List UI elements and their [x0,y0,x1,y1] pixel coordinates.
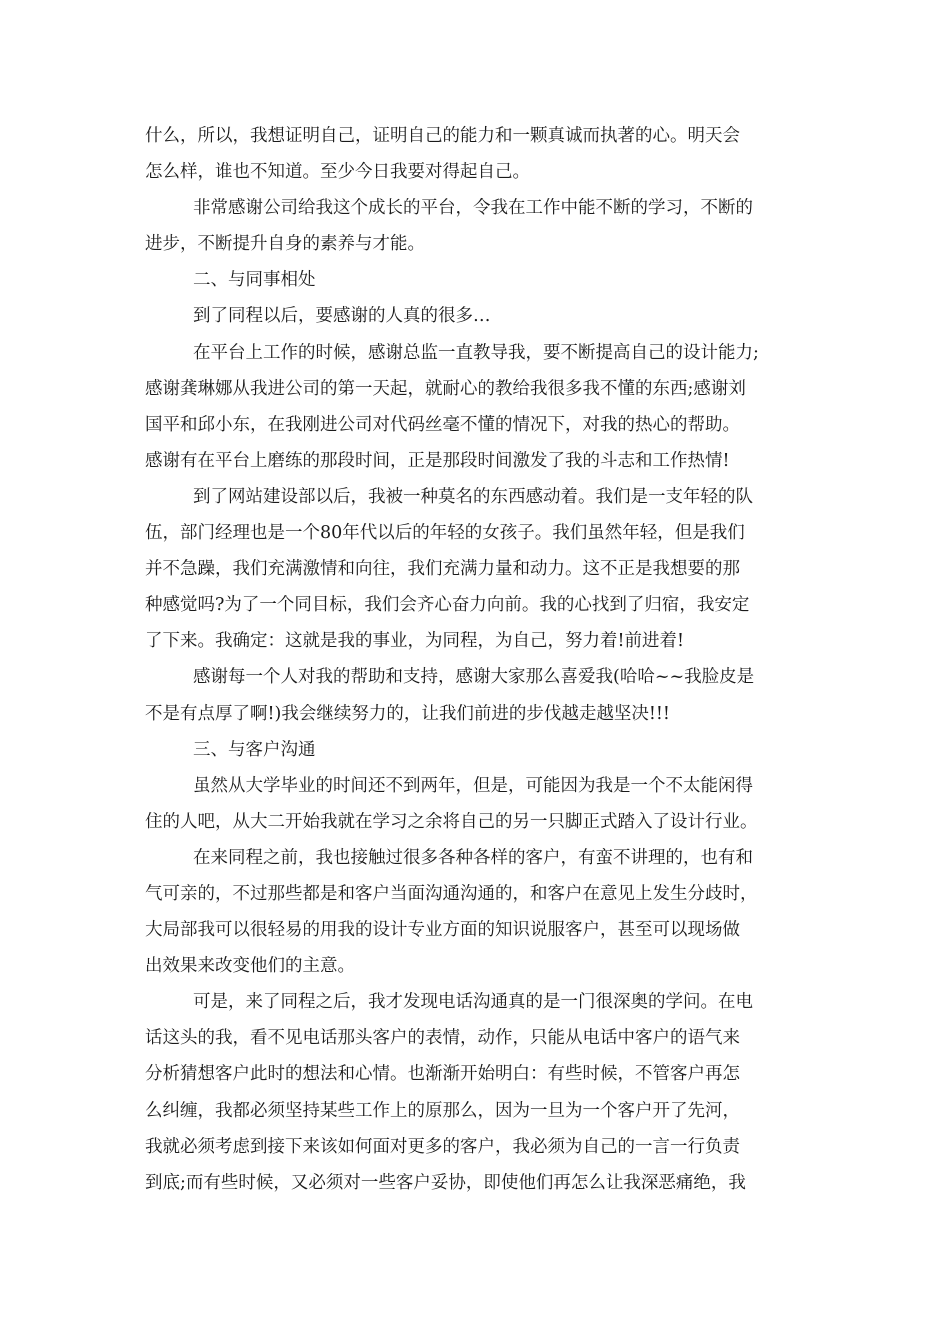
text-line: 了下来。我确定：这就是我的事业，为同程，为自己，努力着!前进着! [145,631,685,652]
paragraph-first-line: 可是，来了同程之后，我才发现电话沟通真的是一门很深奥的学问。在电 [193,992,753,1013]
text-line: 进步，不断提升自身的素养与才能。 [145,234,425,255]
text-line: 大局部我可以很轻易的用我的设计专业方面的知识说服客户，甚至可以现场做 [145,920,740,941]
text-line: 住的人吧，从大二开始我就在学习之余将自己的另一只脚正式踏入了设计行业。 [145,811,758,832]
text-line: 出效果来改变他们的主意。 [145,956,355,977]
text-line: 不是有点厚了啊!)我会继续努力的，让我们前进的步伐越走越坚决!!! [145,703,670,724]
text-line: 分析猜想客户此时的想法和心情。也渐渐开始明白：有些时候，不管客户再怎 [145,1064,740,1085]
paragraph-first-line: 感谢每一个人对我的帮助和支持，感谢大家那么喜爱我(哈哈~~我脸皮是 [193,667,755,688]
paragraph-first-line: 二、与同事相处 [193,270,316,291]
text-line: 什么，所以，我想证明自己，证明自己的能力和一颗真诚而执著的心。明天会 [145,126,740,146]
paragraph-first-line: 在平台上工作的时候，感谢总监一直教导我，要不断提高自己的设计能力; [193,342,759,363]
text-line: 话这头的我，看不见电话那头客户的表情，动作，只能从电话中客户的语气来 [145,1028,740,1049]
text-line: 感谢龚琳娜从我进公司的第一天起，就耐心的教给我很多我不懂的东西;感谢刘 [145,378,746,399]
text-line: 伍，部门经理也是一个80年代以后的年轻的女孩子。我们虽然年轻，但是我们 [145,523,745,544]
text-line: 并不急躁，我们充满激情和向往，我们充满力量和动力。这不正是我想要的那 [145,559,740,580]
text-line: 到底;而有些时候，又必须对一些客户妥协，即使他们再怎么让我深恶痛绝，我 [145,1172,746,1193]
paragraph-first-line: 三、与客户沟通 [193,739,316,760]
paragraph-first-line: 非常感谢公司给我这个成长的平台，令我在工作中能不断的学习，不断的 [193,198,753,219]
paragraph-first-line: 虽然从大学毕业的时间还不到两年，但是，可能因为我是一个不太能闲得 [193,775,753,796]
paragraph-first-line: 在来同程之前，我也接触过很多各种各样的客户，有蛮不讲理的，也有和 [193,847,753,868]
text-line: 气可亲的，不过那些都是和客户当面沟通沟通的，和客户在意见上发生分歧时， [145,883,758,904]
paragraph-first-line: 到了网站建设部以后，我被一种莫名的东西感动着。我们是一支年轻的队 [193,486,753,507]
text-line: 感谢有在平台上磨练的那段时间，正是那段时间激发了我的斗志和工作热情! [145,450,730,471]
paragraph-first-line: 到了同程以后，要感谢的人真的很多… [193,306,491,327]
text-line: 怎么样，谁也不知道。至少今日我要对得起自己。 [145,162,530,183]
text-line: 么纠缠，我都必须坚持某些工作上的原那么，因为一旦为一个客户开了先河， [145,1100,740,1121]
document-body [145,118,805,1201]
text-line: 国平和邱小东，在我刚进公司对代码丝毫不懂的情况下，对我的热心的帮助。 [145,414,740,435]
text-line: 我就必须考虑到接下来该如何面对更多的客户，我必须为自己的一言一行负责 [145,1136,740,1157]
text-line: 种感觉吗?为了一个同目标，我们会齐心奋力向前。我的心找到了归宿，我安定 [145,595,750,616]
